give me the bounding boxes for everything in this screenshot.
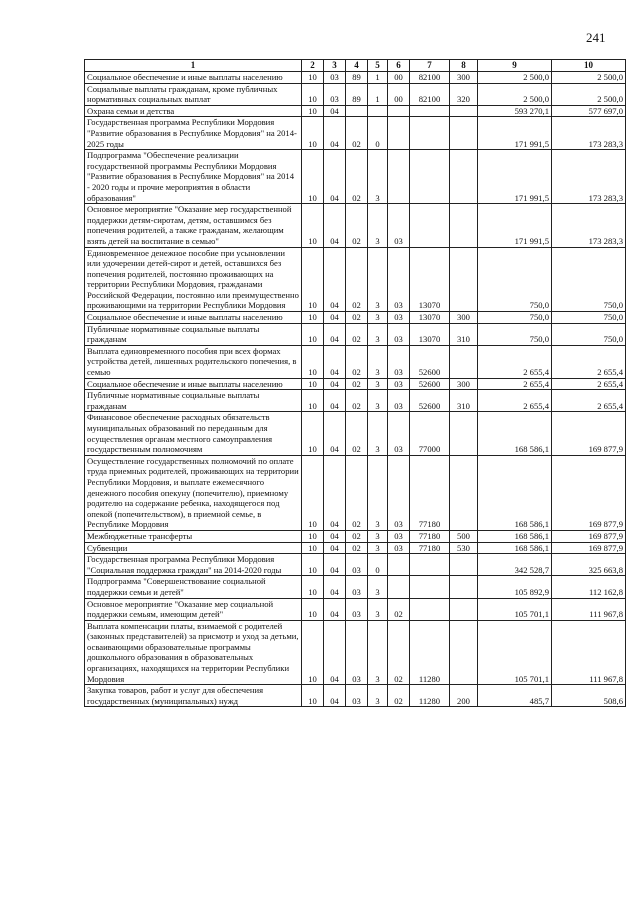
subsection-code: 04 (324, 620, 346, 685)
measure-code: 03 (388, 312, 410, 324)
measure-code: 03 (388, 542, 410, 554)
table-row (85, 345, 626, 378)
table-row (85, 554, 626, 576)
program-code: 02 (346, 117, 368, 150)
subsection-code: 04 (324, 345, 346, 378)
expense-type-code (450, 620, 478, 685)
direction-code: 82100 (410, 72, 450, 84)
table-row (85, 150, 626, 204)
subprogram-code: 3 (368, 412, 388, 455)
subsection-code: 04 (324, 105, 346, 117)
amount-year-1: 750,0 (478, 312, 552, 324)
direction-code (410, 117, 450, 150)
subprogram-code: 3 (368, 620, 388, 685)
header-row (85, 60, 626, 72)
table-row (85, 390, 626, 412)
subsection-code: 04 (324, 204, 346, 247)
measure-code: 03 (388, 247, 410, 312)
section-code: 10 (302, 105, 324, 117)
amount-year-2: 169 877,9 (552, 412, 626, 455)
direction-code (410, 576, 450, 598)
direction-code: 11280 (410, 685, 450, 707)
expense-type-code: 310 (450, 323, 478, 345)
amount-year-1: 593 270,1 (478, 105, 552, 117)
subsection-code: 04 (324, 455, 346, 530)
amount-year-1: 342 528,7 (478, 554, 552, 576)
measure-code: 03 (388, 390, 410, 412)
table-row (85, 312, 626, 324)
row-description: Социальное обеспечение и иные выплаты населению (85, 378, 302, 390)
subsection-code: 04 (324, 247, 346, 312)
amount-year-1: 2 655,4 (478, 345, 552, 378)
subsection-code: 04 (324, 390, 346, 412)
amount-year-2: 173 283,3 (552, 204, 626, 247)
direction-code (410, 598, 450, 620)
program-code: 02 (346, 312, 368, 324)
amount-year-1: 105 701,1 (478, 598, 552, 620)
measure-code: 03 (388, 455, 410, 530)
amount-year-1: 171 991,5 (478, 204, 552, 247)
row-description: Осуществление государственных полномочий по оплате труда приемных родителей, проживающих на территории Республики Мордовия, и выплате ежемесячного денежного пособия опекуну (попечителю), приемному родителю на содержание ребенка, находящегося под опекой (попечительством), в приемной семье, в Республике Мордовия (85, 455, 302, 530)
measure-code (388, 576, 410, 598)
row-description: Единовременное денежное пособие при усыновлении или удочерении детей-сирот и детей, оставшихся без попечения родителей, постоянно проживающих на территории Республики Мордовия, гражданами Российской Федерации, постоянно или преимущественно проживающими на территории Республики Мордовия (85, 247, 302, 312)
program-code: 02 (346, 345, 368, 378)
section-code: 10 (302, 323, 324, 345)
subsection-code: 04 (324, 598, 346, 620)
section-code: 10 (302, 117, 324, 150)
amount-year-1: 485,7 (478, 685, 552, 707)
section-code: 10 (302, 530, 324, 542)
amount-year-1: 168 586,1 (478, 530, 552, 542)
direction-code: 13070 (410, 323, 450, 345)
row-description: Межбюджетные трансферты (85, 530, 302, 542)
subprogram-code: 3 (368, 576, 388, 598)
row-description: Основное мероприятие "Оказание мер социальной поддержки семьям, имеющим детей" (85, 598, 302, 620)
direction-code: 13070 (410, 247, 450, 312)
row-description: Закупка товаров, работ и услуг для обеспечения государственных (муниципальных) нужд (85, 685, 302, 707)
amount-year-1: 168 586,1 (478, 455, 552, 530)
row-description: Государственная программа Республики Мордовия "Социальная поддержка граждан" на 2014-2020 годы (85, 554, 302, 576)
column-header: 6 (388, 60, 410, 72)
program-code (346, 105, 368, 117)
section-code: 10 (302, 554, 324, 576)
program-code: 03 (346, 576, 368, 598)
column-header: 10 (552, 60, 626, 72)
section-code: 10 (302, 150, 324, 204)
subprogram-code: 3 (368, 150, 388, 204)
expense-type-code (450, 247, 478, 312)
expense-type-code (450, 576, 478, 598)
program-code: 02 (346, 323, 368, 345)
section-code: 10 (302, 72, 324, 84)
measure-code: 02 (388, 685, 410, 707)
subsection-code: 04 (324, 412, 346, 455)
section-code: 10 (302, 312, 324, 324)
direction-code (410, 105, 450, 117)
program-code: 03 (346, 685, 368, 707)
section-code: 10 (302, 247, 324, 312)
amount-year-1: 2 500,0 (478, 83, 552, 105)
table-row (85, 105, 626, 117)
amount-year-2: 2 655,4 (552, 390, 626, 412)
amount-year-2: 2 655,4 (552, 345, 626, 378)
subprogram-code: 1 (368, 72, 388, 84)
measure-code: 02 (388, 598, 410, 620)
expense-type-code (450, 150, 478, 204)
expense-type-code: 200 (450, 685, 478, 707)
subsection-code: 04 (324, 576, 346, 598)
amount-year-1: 168 586,1 (478, 412, 552, 455)
subsection-code: 04 (324, 530, 346, 542)
row-description: Государственная программа Республики Мордовия "Развитие образования в Республике Мордовия" на 2014-2025 годы (85, 117, 302, 150)
row-description: Подпрограмма "Совершенствование социальной поддержки семьи и детей" (85, 576, 302, 598)
subprogram-code: 3 (368, 247, 388, 312)
amount-year-1: 750,0 (478, 323, 552, 345)
subsection-code: 04 (324, 542, 346, 554)
subprogram-code: 3 (368, 323, 388, 345)
amount-year-2: 173 283,3 (552, 117, 626, 150)
direction-code (410, 150, 450, 204)
section-code: 10 (302, 390, 324, 412)
row-description: Субвенции (85, 542, 302, 554)
row-description: Охрана семьи и детства (85, 105, 302, 117)
amount-year-2: 169 877,9 (552, 530, 626, 542)
table-row (85, 620, 626, 685)
column-header: 5 (368, 60, 388, 72)
subprogram-code: 3 (368, 345, 388, 378)
program-code: 02 (346, 412, 368, 455)
amount-year-1: 171 991,5 (478, 117, 552, 150)
program-code: 02 (346, 204, 368, 247)
section-code: 10 (302, 83, 324, 105)
subsection-code: 04 (324, 312, 346, 324)
section-code: 10 (302, 620, 324, 685)
program-code: 02 (346, 390, 368, 412)
amount-year-2: 111 967,8 (552, 598, 626, 620)
section-code: 10 (302, 345, 324, 378)
measure-code: 03 (388, 323, 410, 345)
subprogram-code: 0 (368, 117, 388, 150)
column-header: 9 (478, 60, 552, 72)
subsection-code: 04 (324, 150, 346, 204)
amount-year-1: 105 701,1 (478, 620, 552, 685)
subprogram-code: 3 (368, 378, 388, 390)
section-code: 10 (302, 204, 324, 247)
subsection-code: 04 (324, 117, 346, 150)
subsection-code: 03 (324, 72, 346, 84)
program-code: 02 (346, 378, 368, 390)
subprogram-code: 3 (368, 312, 388, 324)
direction-code (410, 554, 450, 576)
section-code: 10 (302, 378, 324, 390)
subprogram-code: 3 (368, 685, 388, 707)
direction-code: 11280 (410, 620, 450, 685)
section-code: 10 (302, 685, 324, 707)
direction-code: 13070 (410, 312, 450, 324)
table-body (85, 72, 626, 707)
direction-code (410, 204, 450, 247)
subprogram-code: 3 (368, 530, 388, 542)
direction-code: 77180 (410, 530, 450, 542)
subprogram-code: 1 (368, 83, 388, 105)
table-row (85, 542, 626, 554)
row-description: Финансовое обеспечение расходных обязательств муниципальных образований по переданным для осуществления органам местного самоуправления государственным полномочиям (85, 412, 302, 455)
subprogram-code: 0 (368, 554, 388, 576)
program-code: 02 (346, 455, 368, 530)
section-code: 10 (302, 542, 324, 554)
measure-code (388, 554, 410, 576)
column-header: 2 (302, 60, 324, 72)
expense-type-code: 500 (450, 530, 478, 542)
amount-year-1: 750,0 (478, 247, 552, 312)
direction-code: 52600 (410, 378, 450, 390)
subprogram-code: 3 (368, 204, 388, 247)
measure-code: 03 (388, 530, 410, 542)
direction-code: 82100 (410, 83, 450, 105)
table-row (85, 412, 626, 455)
subsection-code: 04 (324, 378, 346, 390)
expense-type-code (450, 345, 478, 378)
subsection-code: 04 (324, 685, 346, 707)
amount-year-1: 2 655,4 (478, 390, 552, 412)
program-code: 02 (346, 530, 368, 542)
section-code: 10 (302, 576, 324, 598)
section-code: 10 (302, 412, 324, 455)
amount-year-2: 169 877,9 (552, 542, 626, 554)
amount-year-2: 112 162,8 (552, 576, 626, 598)
measure-code: 00 (388, 83, 410, 105)
expense-type-code (450, 598, 478, 620)
subprogram-code: 3 (368, 598, 388, 620)
table-row (85, 576, 626, 598)
measure-code: 03 (388, 412, 410, 455)
measure-code: 03 (388, 378, 410, 390)
table-row (85, 72, 626, 84)
table-row (85, 530, 626, 542)
measure-code (388, 105, 410, 117)
row-description: Социальное обеспечение и иные выплаты населению (85, 72, 302, 84)
program-code: 02 (346, 150, 368, 204)
table-row (85, 323, 626, 345)
measure-code: 02 (388, 620, 410, 685)
expense-type-code: 320 (450, 83, 478, 105)
row-description: Социальные выплаты гражданам, кроме публичных нормативных социальных выплат (85, 83, 302, 105)
amount-year-1: 171 991,5 (478, 150, 552, 204)
table-row (85, 455, 626, 530)
table-row (85, 204, 626, 247)
section-code: 10 (302, 598, 324, 620)
subsection-code: 04 (324, 323, 346, 345)
column-header: 1 (85, 60, 302, 72)
column-header: 8 (450, 60, 478, 72)
subprogram-code (368, 105, 388, 117)
column-header: 7 (410, 60, 450, 72)
measure-code: 03 (388, 204, 410, 247)
measure-code: 00 (388, 72, 410, 84)
amount-year-2: 750,0 (552, 323, 626, 345)
direction-code: 77180 (410, 542, 450, 554)
section-code: 10 (302, 455, 324, 530)
direction-code: 52600 (410, 390, 450, 412)
subsection-code: 04 (324, 554, 346, 576)
expense-type-code (450, 117, 478, 150)
column-header: 3 (324, 60, 346, 72)
expense-type-code: 300 (450, 312, 478, 324)
amount-year-2: 169 877,9 (552, 455, 626, 530)
subprogram-code: 3 (368, 390, 388, 412)
amount-year-2: 2 655,4 (552, 378, 626, 390)
direction-code: 77000 (410, 412, 450, 455)
measure-code (388, 150, 410, 204)
expense-type-code (450, 105, 478, 117)
amount-year-1: 105 892,9 (478, 576, 552, 598)
direction-code: 52600 (410, 345, 450, 378)
program-code: 02 (346, 247, 368, 312)
row-description: Выплата единовременного пособия при всех формах устройства детей, лишенных родительского попечения, в семью (85, 345, 302, 378)
measure-code: 03 (388, 345, 410, 378)
row-description: Социальное обеспечение и иные выплаты населению (85, 312, 302, 324)
program-code: 03 (346, 554, 368, 576)
program-code: 03 (346, 620, 368, 685)
expense-type-code: 300 (450, 378, 478, 390)
subprogram-code: 3 (368, 455, 388, 530)
amount-year-2: 508,6 (552, 685, 626, 707)
table-row (85, 83, 626, 105)
direction-code: 77180 (410, 455, 450, 530)
program-code: 02 (346, 542, 368, 554)
program-code: 03 (346, 598, 368, 620)
table-row (85, 378, 626, 390)
table-row (85, 685, 626, 707)
amount-year-2: 750,0 (552, 247, 626, 312)
amount-year-2: 750,0 (552, 312, 626, 324)
expense-type-code: 530 (450, 542, 478, 554)
expense-type-code (450, 554, 478, 576)
expense-type-code (450, 204, 478, 247)
amount-year-2: 325 663,8 (552, 554, 626, 576)
table-row (85, 117, 626, 150)
table-row (85, 247, 626, 312)
row-description: Выплата компенсации платы, взимаемой с родителей (законных представителей) за присмотр и уход за детьми, осваивающими образовательные программы дошкольного образования в образовательных организациях, находящихся на территории Республики Мордовия (85, 620, 302, 685)
amount-year-2: 173 283,3 (552, 150, 626, 204)
amount-year-1: 2 500,0 (478, 72, 552, 84)
amount-year-2: 2 500,0 (552, 72, 626, 84)
expense-type-code: 310 (450, 390, 478, 412)
program-code: 89 (346, 72, 368, 84)
expense-type-code (450, 455, 478, 530)
row-description: Публичные нормативные социальные выплаты гражданам (85, 390, 302, 412)
row-description: Публичные нормативные социальные выплаты гражданам (85, 323, 302, 345)
amount-year-1: 2 655,4 (478, 378, 552, 390)
row-description: Подпрограмма "Обеспечение реализации государственной программы Республики Мордовия "Развитие образования в Республике Мордовия" на 2014 - 2020 годы и прочие мероприятия в области образования" (85, 150, 302, 204)
measure-code (388, 117, 410, 150)
amount-year-2: 2 500,0 (552, 83, 626, 105)
page-number: 241 (586, 30, 606, 45)
amount-year-1: 168 586,1 (478, 542, 552, 554)
expense-type-code (450, 412, 478, 455)
expense-type-code: 300 (450, 72, 478, 84)
budget-table (84, 59, 626, 707)
column-header: 4 (346, 60, 368, 72)
amount-year-2: 577 697,0 (552, 105, 626, 117)
subsection-code: 03 (324, 83, 346, 105)
table-row (85, 598, 626, 620)
subprogram-code: 3 (368, 542, 388, 554)
amount-year-2: 111 967,8 (552, 620, 626, 685)
row-description: Основное мероприятие "Оказание мер государственной поддержки детям-сиротам, детям, оставшимся без попечения родителей, а также гражданам, желающим взять детей на воспитание в семью" (85, 204, 302, 247)
program-code: 89 (346, 83, 368, 105)
